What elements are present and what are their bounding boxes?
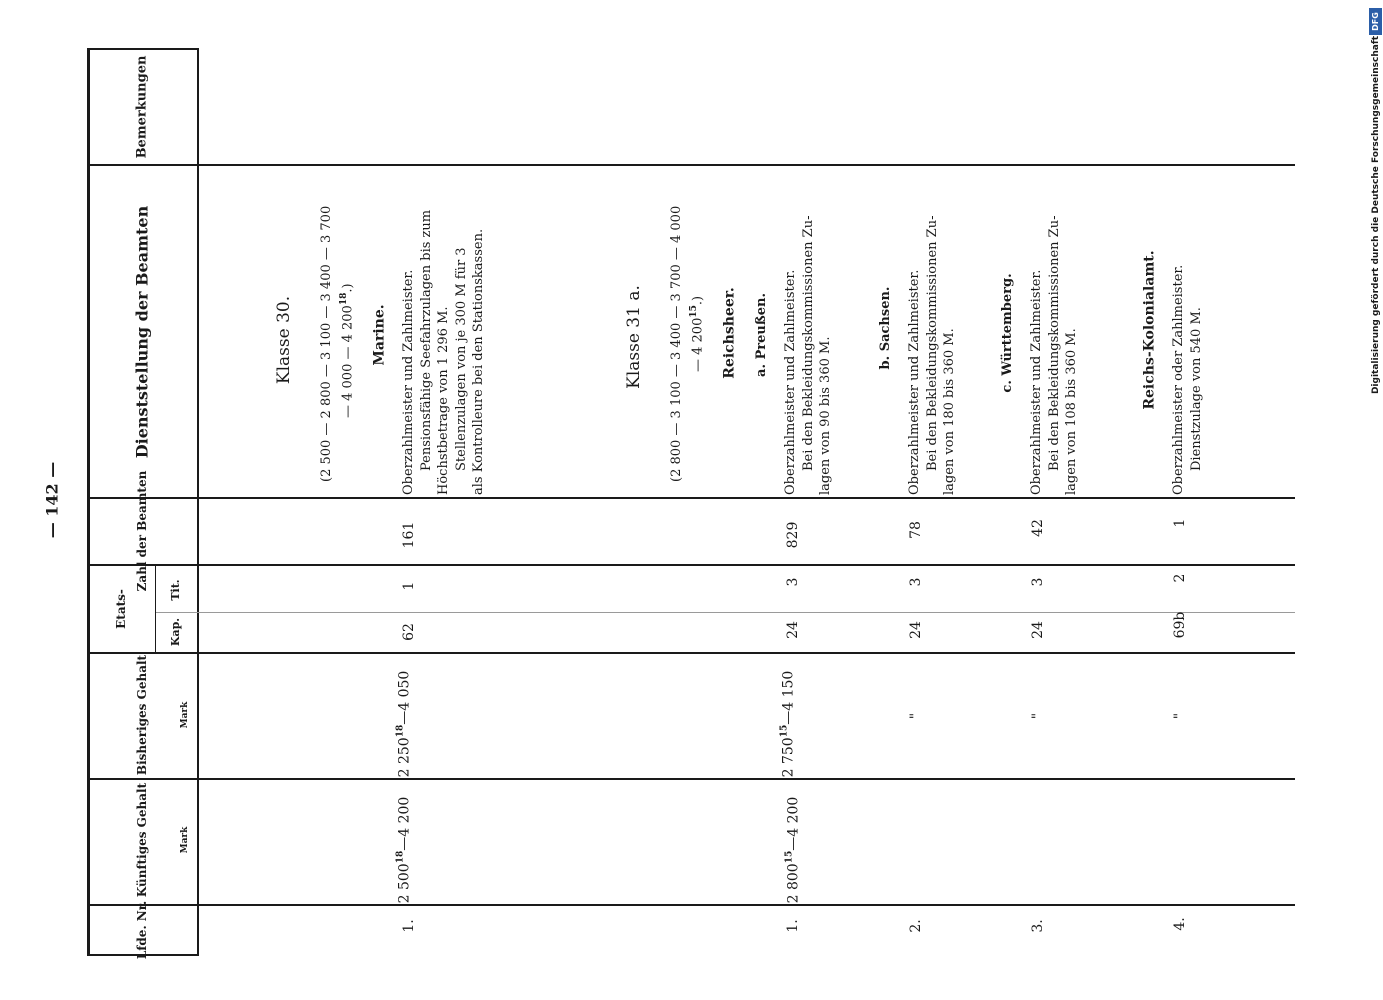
header-zahl: Zahl der Beamten bbox=[135, 470, 150, 592]
section2-row1-desc: Oberzahlmeister und Zahlmeister. Bei den Bekleidungskommissionen Zu- lagen von 90 bis 360 M. bbox=[783, 215, 834, 495]
section3-bisher: " bbox=[1172, 712, 1188, 720]
section1-tit: 1 bbox=[401, 581, 417, 591]
header-bemerkungen: Bemerkungen bbox=[134, 55, 150, 159]
section2-kuenftig: 2 $800^{15}—4$ 200 bbox=[784, 796, 802, 904]
frame-top-line bbox=[87, 48, 198, 50]
section2-row2-kap: 24 bbox=[908, 621, 924, 639]
section2-row2-nr: 2. bbox=[908, 919, 924, 933]
section3-nr: 4. bbox=[1172, 917, 1188, 931]
digitization-side-note: Digitalisierung gefördert durch die Deutsche Forschungsgemeinschaft bbox=[1371, 35, 1381, 395]
section2-row3-nr: 3. bbox=[1030, 919, 1046, 933]
col-line-dienststellung bbox=[87, 497, 1295, 499]
col-line-bemerkungen bbox=[87, 164, 1295, 166]
section2-row3-bisher: " bbox=[1030, 712, 1046, 720]
section2-range-2: — 4 $200^{15}$.) bbox=[689, 295, 706, 372]
etats-inner-line bbox=[155, 565, 156, 653]
section2-row1-sub: a. Preußen. bbox=[754, 293, 770, 377]
header-lfd-nr: Lfde. Nr. bbox=[135, 900, 150, 960]
col-line-zahl bbox=[87, 564, 1295, 566]
header-dienststellung: Dienststellung der Beamten bbox=[132, 205, 152, 459]
section2-row3-desc: Oberzahlmeister und Zahlmeister. Bei den Bekleidungskommissionen Zu- lagen von 108 bis 360 M. bbox=[1029, 215, 1080, 495]
header-kap: Kap. bbox=[168, 617, 182, 647]
section2-row1-kap: 24 bbox=[785, 621, 801, 639]
section2-row2-zahl: 78 bbox=[908, 521, 924, 539]
header-kuenftiges: Künftiges Gehalt bbox=[135, 782, 150, 898]
page-number: — 142 — bbox=[42, 461, 62, 539]
section2-row2-tit: 3 bbox=[908, 577, 924, 587]
section1-range-2: — 4 000 — 4 $200^{18}$.) bbox=[339, 283, 356, 418]
section1-nr: 1. bbox=[401, 919, 417, 933]
col-line-kuenftiges bbox=[87, 904, 1295, 906]
section2-row3-zahl: 42 bbox=[1030, 519, 1046, 537]
section1-desc: Oberzahlmeister und Zahlmeister. Pensionsfähige Seefahrzulagen bis zum Höchstbetrage von 1 296 M. Stellenzulagen von je 300 M für 3 als Kontrolleure bei den Stationskassen. bbox=[401, 209, 487, 495]
section2-klasse: Klasse 31 a. bbox=[624, 285, 644, 389]
section1-zahl: 161 bbox=[401, 521, 417, 549]
section2-row2-bisher: " bbox=[908, 712, 924, 720]
header-bisheriges: Bisheriges Gehalt bbox=[135, 654, 150, 776]
section2-row2-sub: b. Sachsen. bbox=[878, 286, 894, 370]
section3-group: Reichs-Kolonialamt. bbox=[1141, 250, 1158, 410]
col-line-bisheriges bbox=[87, 778, 1295, 780]
section1-kap: 62 bbox=[401, 623, 417, 641]
section2-row1-zahl: 829 bbox=[785, 521, 801, 549]
section1-group: Marine. bbox=[371, 304, 388, 366]
section2-row1-nr: 1. bbox=[785, 919, 801, 933]
section1-klasse: Klasse 30. bbox=[274, 295, 294, 385]
section3-kap: 69b bbox=[1172, 611, 1188, 639]
section2-range: (2 800 — 3 100 — 3 400 — 3 700 — 4 000 bbox=[669, 205, 684, 482]
section2-row2-desc: Oberzahlmeister und Zahlmeister. Bei den Bekleidungskommissionen Zu- lagen von 180 bis 360 M. bbox=[907, 215, 958, 495]
section2-row1-bisher: 2 $750^{15}—4$ 150 bbox=[779, 670, 797, 778]
header-tit: Tit. bbox=[168, 579, 182, 601]
header-divider-line bbox=[197, 48, 199, 956]
section2-row3-tit: 3 bbox=[1030, 577, 1046, 587]
section2-row3-kap: 24 bbox=[1030, 621, 1046, 639]
col-line-kap-tit bbox=[155, 612, 1295, 613]
section1-range: (2 500 — 2 800 — 3 100 — 3 400 — 3 700 bbox=[319, 205, 334, 482]
header-bisheriges-unit: Mark bbox=[180, 701, 190, 729]
section1-bisher: 2 $250^{18}—4$ 050 bbox=[395, 670, 413, 778]
frame-left-line bbox=[87, 48, 90, 956]
dfg-logo: DFG bbox=[1369, 8, 1382, 35]
section3-zahl: 1 bbox=[1172, 518, 1188, 528]
section2-row3-sub: c. Württemberg. bbox=[1000, 273, 1016, 393]
col-line-etats bbox=[87, 652, 1295, 654]
section3-tit: 2 bbox=[1172, 573, 1188, 583]
header-etats: Etats- bbox=[114, 589, 129, 629]
section3-desc: Oberzahlmeister oder Zahlmeister. Dienstzulage von 540 M. bbox=[1171, 264, 1204, 495]
section2-row1-tit: 3 bbox=[785, 577, 801, 587]
header-kuenftiges-unit: Mark bbox=[180, 826, 190, 854]
section2-group: Reichsheer. bbox=[721, 287, 738, 379]
section1-kuenftig: 2 $500^{18}—4$ 200 bbox=[395, 796, 413, 904]
